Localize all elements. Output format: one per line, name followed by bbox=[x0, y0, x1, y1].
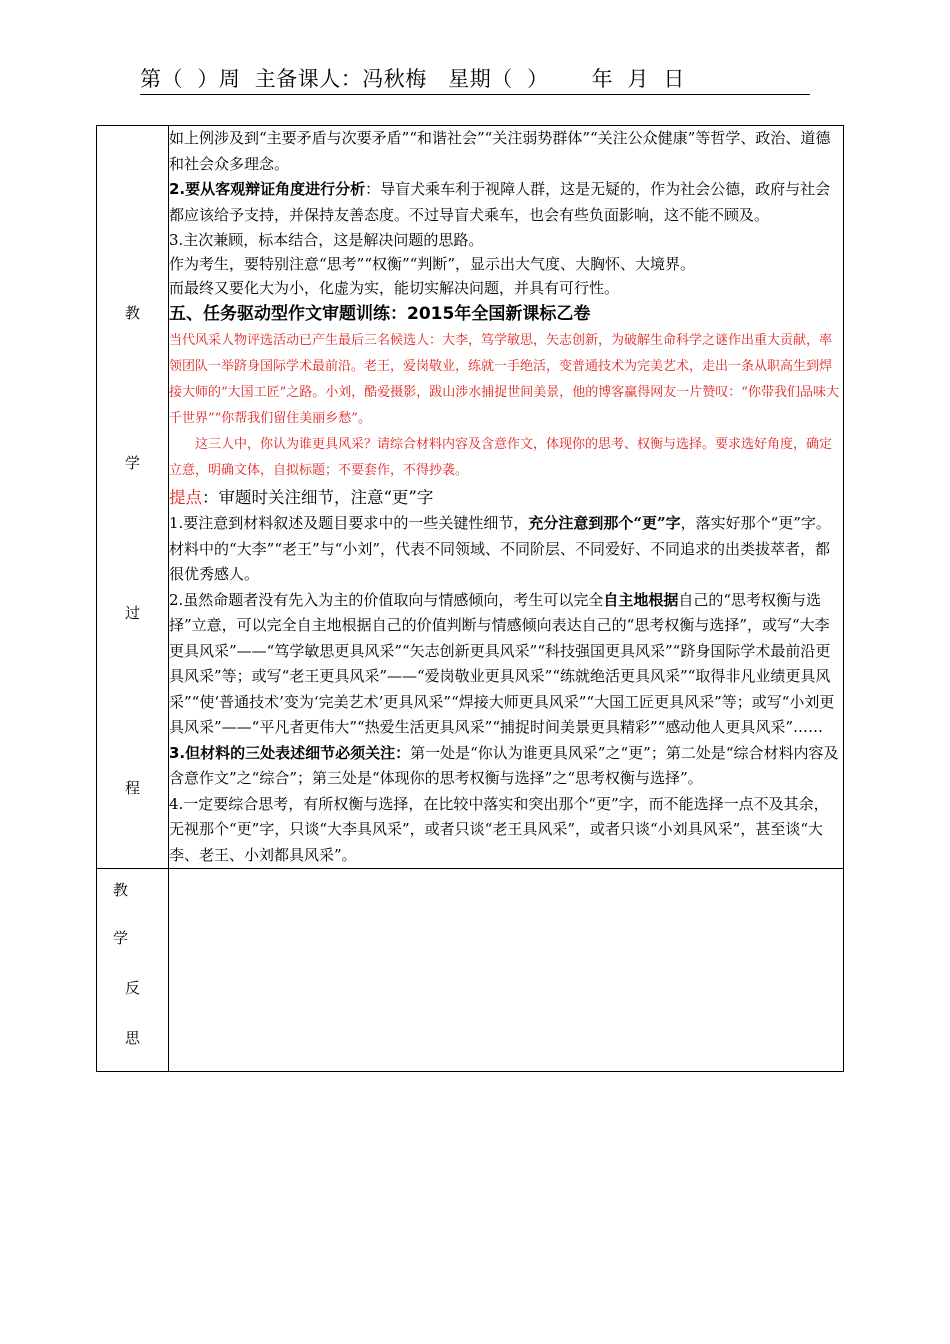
point-1 bbox=[169, 511, 843, 588]
reflection-label-char-2: 学 bbox=[112, 929, 128, 947]
paragraph-examinee-note: 作为考生，要特别注意“思考”“权衡”“判断”，显示出大气度、大胸怀、大境界。 bbox=[169, 255, 696, 273]
page-header: 第（ ）周 主备课人：冯秋梅 星期（ ） 年 月 日 bbox=[140, 66, 810, 95]
paragraph-primary-secondary: 3.主次兼顾，标本结合，这是解决问题的思路。 bbox=[169, 231, 484, 249]
point-4: 4.一定要综合思考，有所权衡与选择，在比较中落实和突出那个“更”字，而不能选择一点不及其余，无视那个“更”字，只谈“大李具风采”，或者只谈“老王具风采”，或者只谈“小刘具风采”，甚至谈“大李、老王、小刘都具风采”。 bbox=[169, 794, 829, 864]
process-label-char-1: 教 bbox=[124, 304, 140, 322]
exam-prompt-question: 这三人中，你认为谁更具风采？请综合材料内容及含意作文，体现你的思考、权衡与选择。要求选好角度，确定立意，明确文体，自拟标题；不要套作，不得抄袭。 bbox=[169, 437, 833, 478]
teaching-process-content bbox=[169, 126, 844, 869]
teaching-reflection-content[interactable] bbox=[169, 869, 844, 1072]
teaching-reflection-label-cell bbox=[97, 869, 169, 1072]
exam-prompt-material: 当代风采人物评选活动已产生最后三名候选人：大李，笃学敏思，矢志创新，为破解生命科学之谜作出重大贡献，率领团队一举跻身国际学术最前沿。老王，爱岗敬业，练就一手绝活，变普通技术为完美艺术，走出一条从职高生到焊接大师的“大国工匠”之路。小刘，酷爱摄影，跋山涉水捕捉世间美景，他的博客赢得网友一片赞叹：“你带我们品味大千世界”“你帮我们留住美丽乡愁”。 bbox=[169, 333, 839, 426]
reflection-label-char-1: 教 bbox=[112, 881, 128, 899]
process-label-char-2: 学 bbox=[124, 454, 140, 472]
paragraph-dialectic-heading: 2.要从客观辩证角度进行分析 bbox=[169, 180, 366, 198]
point-1-c: ，落实好那个“更”字。材料中的“大李”“老王”与“小刘”，代表不同领域、不同阶层、不同爱好、不同追求的出类拔萃者，都很优秀感人。 bbox=[169, 514, 831, 583]
tip-text: ：审题时关注细节，注意“更”字 bbox=[202, 488, 434, 507]
lesson-plan-table bbox=[96, 125, 844, 1072]
point-2-a: 2.虽然命题者没有先入为主的价值取向与情感倾向，考生可以完全 bbox=[169, 590, 604, 609]
point-3 bbox=[169, 741, 843, 792]
tip-label: 提点 bbox=[169, 488, 202, 507]
point-2-c: 自己的“思考权衡与选择”立意，可以完全自主地根据自己的价值判断与情感倾向表达自己的“思考权衡与选择”，或写“大李更具风采”——“笃学敏思更具风采”“矢志创新更具风采”“科技强国更具风采”“跻身国际学术最前沿更具风采”等；或写“老王更具风采”——“爱岗敬业更具风采”“练就绝活更具风采”“取得非凡业绩更具风采”“使‘普通技术’变为‘完美艺术’更具风采”“焊接大师更具风采”“大国工匠更具风采”等；或写“小刘更具风采”——“平凡者更伟大”“热爱生活更具风采”“捕捉时间美景更具精彩”“感动他人更具风采”…… bbox=[169, 590, 835, 736]
paragraph-dialectic-body: ：导盲犬乘车利于视障人群，这是无疑的，作为社会公德，政府与社会都应该给予支持，并保持友善态度。不过导盲犬乘车，也会有些负面影响，这不能不顾及。 bbox=[169, 180, 831, 224]
point-1-a: 1.要注意到材料叙述及题目要求中的一些关键性细节， bbox=[169, 514, 529, 532]
process-label-char-4: 程 bbox=[124, 779, 140, 797]
point-3-bold: 3.但材料的三处表述细节必须关注： bbox=[169, 743, 411, 762]
reflection-label-char-3: 反 bbox=[124, 979, 140, 997]
teaching-process-row bbox=[97, 126, 844, 869]
section-title: 五、任务驱动型作文审题训练：2015年全国新课标乙卷 bbox=[169, 304, 591, 324]
paragraph-conclusion: 而最终又要化大为小，化虚为实，能切实解决问题，并具有可行性。 bbox=[169, 279, 620, 297]
process-label-char-3: 过 bbox=[124, 604, 140, 622]
tip-heading bbox=[169, 484, 843, 511]
point-3-body: 第一处是“你认为谁更具风采”之“更”；第二处是“综合材料内容及含意作文”之“综合”；第三处是“体现你的思考权衡与选择”之“思考权衡与选择”。 bbox=[169, 743, 839, 787]
reflection-label-char-4: 思 bbox=[124, 1029, 140, 1047]
point-1-bold: 充分注意到那个“更”字 bbox=[528, 514, 681, 532]
point-2 bbox=[169, 588, 843, 741]
paragraph-concepts: 如上例涉及到“主要矛盾与次要矛盾”“和谐社会”“关注弱势群体”“关注公众健康”等哲学、政治、道德和社会众多理念。 bbox=[169, 129, 831, 173]
teaching-process-label-cell bbox=[97, 126, 169, 869]
teaching-reflection-row bbox=[97, 869, 844, 1072]
paragraph-dialectic bbox=[169, 177, 843, 228]
point-2-bold: 自主地根据 bbox=[603, 590, 679, 609]
